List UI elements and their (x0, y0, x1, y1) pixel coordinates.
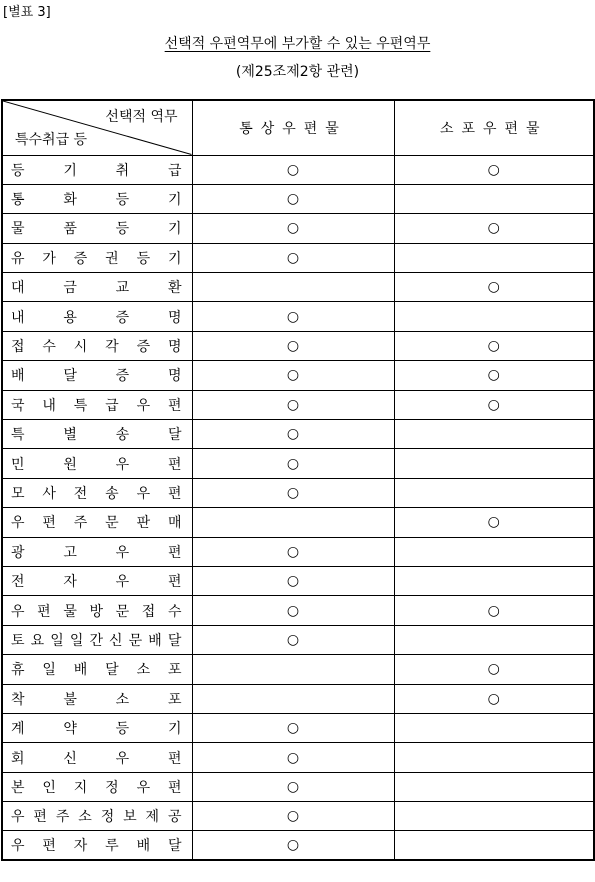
regular-mail-mark: ○ (192, 802, 394, 831)
table-row (2, 449, 594, 478)
service-name: 내 용 증 명 (11, 309, 182, 326)
regular-mail-mark: ○ (192, 831, 394, 860)
parcel-mail-mark: ○ (394, 361, 594, 390)
service-name: 착 불 소 포 (11, 691, 182, 708)
parcel-mail-mark (394, 302, 594, 331)
corner-label-special-handling: 특수취급 등 (15, 131, 88, 148)
table-row (2, 831, 594, 860)
service-name: 민 원 우 편 (11, 456, 182, 473)
document-subtitle: (제25조제2항 관련) (235, 64, 360, 80)
parcel-mail-mark (394, 449, 594, 478)
parcel-mail-mark: ○ (394, 273, 594, 302)
service-name-cell (2, 331, 192, 360)
regular-mail-mark: ○ (192, 449, 394, 478)
parcel-mail-mark (394, 537, 594, 566)
service-name-cell (2, 655, 192, 684)
corner-header-cell (2, 100, 192, 155)
regular-mail-mark: ○ (192, 772, 394, 801)
table-row (2, 625, 594, 654)
parcel-mail-mark (394, 802, 594, 831)
regular-mail-mark (192, 684, 394, 713)
service-name-cell (2, 743, 192, 772)
parcel-mail-mark (394, 743, 594, 772)
service-name: 대 금 교 환 (11, 280, 182, 297)
column-header-parcel-mail: 소포우편물 (394, 100, 594, 155)
regular-mail-mark: ○ (192, 214, 394, 243)
parcel-mail-mark (394, 625, 594, 654)
service-name-cell (2, 214, 192, 243)
table-row (2, 390, 594, 419)
postal-duty-table (1, 99, 595, 861)
regular-mail-mark: ○ (192, 361, 394, 390)
service-name: 모 사 전 송 우 편 (11, 485, 182, 502)
table-row (2, 802, 594, 831)
regular-mail-mark: ○ (192, 302, 394, 331)
regular-mail-mark: ○ (192, 625, 394, 654)
regular-mail-mark (192, 508, 394, 537)
table-row (2, 155, 594, 184)
regular-mail-mark: ○ (192, 331, 394, 360)
table-row (2, 243, 594, 272)
table-row (2, 184, 594, 213)
service-name: 유 가 증 권 등 기 (11, 250, 182, 267)
service-name-cell (2, 596, 192, 625)
parcel-mail-mark (394, 184, 594, 213)
parcel-mail-mark (394, 566, 594, 595)
service-name: 통 화 등 기 (11, 192, 182, 209)
table-row (2, 273, 594, 302)
corner-label-selective-service: 선택적 역무 (105, 109, 178, 125)
service-name-cell (2, 537, 192, 566)
service-name: 휴 일 배 달 소 포 (11, 662, 182, 679)
service-name: 특 별 송 달 (11, 427, 182, 444)
regular-mail-mark: ○ (192, 155, 394, 184)
service-name: 우 편 주 소 정 보 제 공 (11, 809, 182, 826)
service-name: 등 기 취 급 (11, 162, 182, 179)
regular-mail-mark (192, 655, 394, 684)
parcel-mail-mark (394, 243, 594, 272)
service-name-cell (2, 155, 192, 184)
service-name: 배 달 증 명 (11, 368, 182, 385)
regular-mail-mark: ○ (192, 390, 394, 419)
service-name-cell (2, 420, 192, 449)
parcel-mail-mark: ○ (394, 596, 594, 625)
table-row (2, 420, 594, 449)
regular-mail-mark: ○ (192, 537, 394, 566)
service-name-cell (2, 361, 192, 390)
table-row (2, 772, 594, 801)
parcel-mail-mark (394, 831, 594, 860)
service-name: 물 품 등 기 (11, 221, 182, 238)
regular-mail-mark: ○ (192, 596, 394, 625)
service-name-cell (2, 772, 192, 801)
regular-mail-mark: ○ (192, 566, 394, 595)
service-name-cell (2, 390, 192, 419)
document-title-text: 선택적 우편역무에 부가할 수 있는 우편역무 (164, 36, 431, 52)
table-row (2, 655, 594, 684)
table-row (2, 566, 594, 595)
service-name-cell (2, 449, 192, 478)
service-name: 광 고 우 편 (11, 544, 182, 561)
service-name: 회 신 우 편 (11, 750, 182, 767)
parcel-mail-mark (394, 713, 594, 742)
service-name: 우 편 물 방 문 접 수 (11, 603, 182, 620)
regular-mail-mark: ○ (192, 243, 394, 272)
table-row (2, 537, 594, 566)
parcel-mail-mark (394, 772, 594, 801)
service-name-cell (2, 478, 192, 507)
service-name-cell (2, 625, 192, 654)
service-name: 전 자 우 편 (11, 574, 182, 591)
column-header-regular-mail: 통상우편물 (192, 100, 394, 155)
parcel-mail-mark: ○ (394, 155, 594, 184)
parcel-mail-mark: ○ (394, 655, 594, 684)
service-name-cell (2, 302, 192, 331)
service-name: 우 편 자 루 배 달 (11, 838, 182, 855)
service-name: 우 편 주 문 판 매 (11, 515, 182, 532)
table-row (2, 214, 594, 243)
regular-mail-mark: ○ (192, 713, 394, 742)
table-row (2, 684, 594, 713)
service-name-cell (2, 566, 192, 595)
regular-mail-mark: ○ (192, 420, 394, 449)
table-header-row (2, 100, 594, 155)
table-row (2, 302, 594, 331)
table-row (2, 508, 594, 537)
regular-mail-mark: ○ (192, 743, 394, 772)
service-name-cell (2, 184, 192, 213)
annex-label: [별표 3] (3, 5, 51, 20)
parcel-mail-mark: ○ (394, 508, 594, 537)
parcel-mail-mark: ○ (394, 684, 594, 713)
regular-mail-mark (192, 273, 394, 302)
regular-mail-mark: ○ (192, 478, 394, 507)
service-name: 계 약 등 기 (11, 721, 182, 738)
service-name-cell (2, 713, 192, 742)
service-name-cell (2, 684, 192, 713)
table-row (2, 713, 594, 742)
service-name: 본 인 지 정 우 편 (11, 779, 182, 796)
table-row (2, 478, 594, 507)
service-name: 국 내 특 급 우 편 (11, 397, 182, 414)
service-name: 토 요 일 일 간 신 문 배 달 (11, 632, 182, 649)
regular-mail-mark: ○ (192, 184, 394, 213)
parcel-mail-mark (394, 420, 594, 449)
service-name: 접 수 시 각 증 명 (11, 339, 182, 356)
service-name-cell (2, 508, 192, 537)
table-row (2, 331, 594, 360)
service-name-cell (2, 243, 192, 272)
table-row (2, 596, 594, 625)
table-row (2, 743, 594, 772)
table-body (2, 155, 594, 860)
parcel-mail-mark (394, 478, 594, 507)
service-name-cell (2, 831, 192, 860)
document-title (0, 33, 595, 53)
service-name-cell (2, 802, 192, 831)
parcel-mail-mark: ○ (394, 214, 594, 243)
parcel-mail-mark: ○ (394, 331, 594, 360)
table-row (2, 361, 594, 390)
parcel-mail-mark: ○ (394, 390, 594, 419)
service-name-cell (2, 273, 192, 302)
